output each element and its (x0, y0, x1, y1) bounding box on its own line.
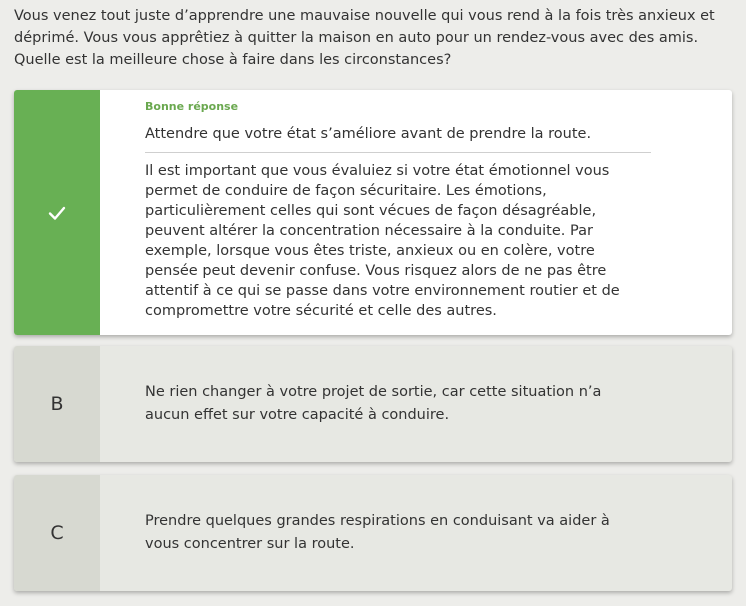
answer-option-a-correct[interactable] (14, 90, 732, 335)
option-letter: C (50, 522, 64, 544)
answer-explanation: Il est important que vous évaluiez si votre état émotionnel vous permet de conduire de façon sécuritaire. Les émotions, particulièrement celles qui sont vécues de façon désagréable, peuvent altérer la concentration nécessaire à la conduite. Par exemple, lorsque vous êtes triste, anxieux ou en colère, votre pensée peut devenir confuse. Vous risquez alors de ne pas être attentif à ce qui se passe dans votre environnement routier et de compromettre votre sécurité et celle des autres. (145, 163, 620, 319)
check-icon (46, 202, 68, 224)
question-text: Vous venez tout juste d’apprendre une mauvaise nouvelle qui vous rend à la fois très anxieux et déprimé. Vous vous apprêtiez à quitter la maison en auto pour un rendez-vous avec des amis. Quelle est la meilleure chose à faire dans les circonstances? (14, 8, 715, 68)
answer-c-content (100, 475, 645, 591)
answer-option-c[interactable] (14, 475, 732, 591)
answer-a-content (100, 90, 651, 335)
option-letter-box (14, 346, 100, 462)
answer-option-b[interactable] (14, 346, 732, 462)
answer-a-text: Attendre que votre état s’améliore avant de prendre la route. (145, 124, 651, 153)
answer-c-text: Prendre quelques grandes respirations en conduisant va aider à vous concentrer sur la route. (145, 513, 610, 552)
correct-answer-label: Bonne réponse (145, 100, 239, 113)
option-letter: B (50, 393, 64, 415)
answer-b-content (100, 346, 645, 462)
answer-b-text: Ne rien changer à votre projet de sortie, car cette situation n’a aucun effet sur votre capacité à conduire. (145, 384, 602, 423)
correct-indicator (14, 90, 100, 335)
option-letter-box (14, 475, 100, 591)
